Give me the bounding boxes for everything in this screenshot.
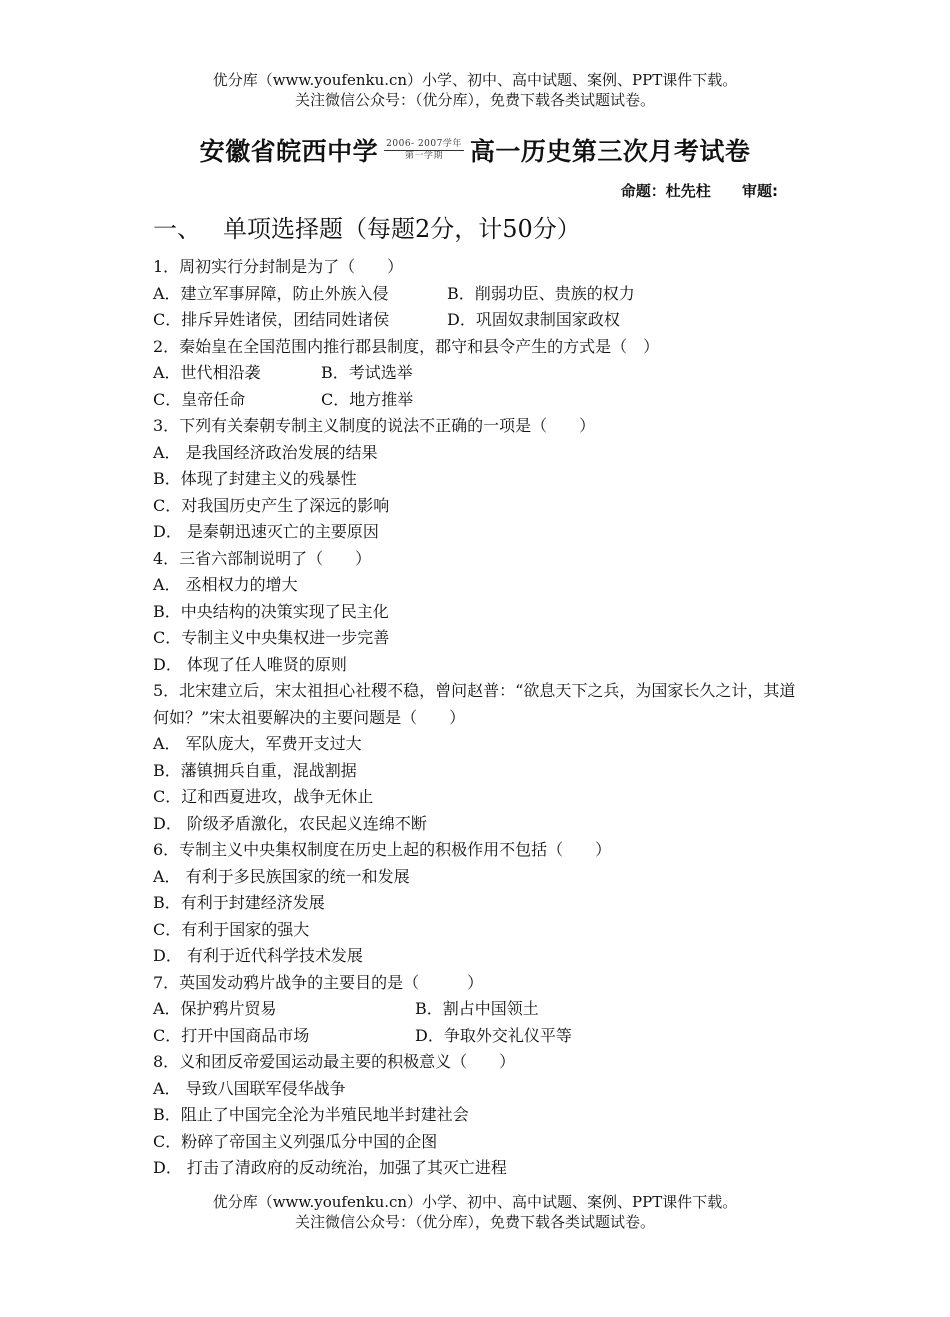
section-number: 一、 [153, 215, 201, 243]
option-row [153, 996, 803, 1023]
answer-option: D． 阶级矛盾激化，农民起义连绵不断 [153, 813, 427, 833]
exam-title [0, 132, 950, 168]
question-stem: 8．义和团反帝爱国运动最主要的积极意义（ ） [153, 1052, 516, 1071]
exam-name: 高一历史第三次月考试卷 [469, 137, 751, 166]
answer-option: D． 有利于近代科学技术发展 [153, 946, 363, 965]
option-row [153, 307, 803, 334]
question-stem: 2．秦始皇在全国范围内推行郡县制度，郡守和县令产生的方式是（ ） [153, 336, 660, 356]
answer-option: A． 导致八国联军侵华战争 [153, 1078, 346, 1098]
option-row [153, 360, 803, 387]
option-row [153, 387, 803, 414]
school-name: 安徽省皖西中学 [199, 137, 379, 166]
question-reviewer: 审题: [742, 182, 778, 200]
answer-option: B．考试选举 [321, 363, 413, 382]
question-stem: 6．专制主义中央集权制度在历史上起的积极作用不包括（ ） [153, 840, 612, 859]
footer-line-2: 关注微信公众号：（优分库），免费下载各类试题试卷。 [294, 1213, 655, 1231]
answer-option: C．专制主义中央集权进一步完善 [153, 628, 390, 647]
header-line-1: 优分库（www.youfenku.cn）小学、初中、高中试题、案例、PPT课件下载。 [212, 71, 738, 89]
question-stem: 5．北宋建立后，宋太祖担心社稷不稳，曾问赵普：“欲息天下之兵，为国家长久之计，其道何如？”宋太祖要解决的主要问题是（ ） [153, 681, 796, 727]
answer-option: B．体现了封建主义的残暴性 [153, 469, 357, 488]
answer-option: C．皇帝任命 [153, 389, 246, 409]
footer-line-1: 优分库（www.youfenku.cn）小学、初中、高中试题、案例、PPT课件下载。 [212, 1193, 738, 1211]
answer-option: C．排斥异姓诸侯，团结同姓诸侯 [153, 310, 390, 329]
answer-option: D．巩固奴隶制国家政权 [447, 310, 620, 329]
answer-option: B．中央结构的决策实现了民主化 [153, 601, 389, 621]
school-year-top: 2006- 2007学年 [386, 138, 462, 149]
question-item [153, 970, 803, 1050]
answer-option: B．有利于封建经济发展 [153, 893, 325, 912]
answer-option: D． 打击了清政府的反动统治，加强了其灭亡进程 [153, 1158, 507, 1177]
header-line-2: 关注微信公众号：（优分库），免费下载各类试题试卷。 [294, 91, 655, 109]
answer-option: C．打开中国商品市场 [153, 1025, 310, 1045]
school-year-bottom: 第一学期 [404, 150, 443, 161]
question-stem: 3．下列有关秦朝专制主义制度的说法不正确的一项是（ ） [153, 416, 596, 435]
answer-option: C．地方推举 [321, 389, 414, 409]
answer-option: A． 有利于多民族国家的统一和发展 [153, 866, 410, 886]
answer-option: B．削弱功臣、贵族的权力 [447, 283, 635, 303]
question-item [153, 1049, 803, 1182]
answer-option: B．阻止了中国完全沦为半殖民地半封建社会 [153, 1105, 469, 1124]
question-item [153, 546, 803, 679]
question-item [153, 413, 803, 546]
answer-option: A．保护鸦片贸易 [153, 999, 277, 1018]
option-row [153, 281, 803, 308]
option-row [153, 1023, 803, 1050]
answer-option: D． 是秦朝迅速灭亡的主要原因 [153, 522, 379, 541]
question-setter: 命题：杜先柱 [620, 182, 711, 200]
answer-option: A． 丞相权力的增大 [153, 575, 298, 594]
question-stem: 4．三省六部制说明了（ ） [153, 548, 372, 568]
answer-option: B．割占中国领土 [415, 999, 539, 1018]
answer-option: A． 是我国经济政治发展的结果 [153, 442, 378, 462]
school-year [384, 139, 464, 162]
author-line [621, 180, 778, 201]
answer-option: C．对我国历史产生了深远的影响 [153, 495, 390, 515]
answer-option: C．有利于国家的强大 [153, 919, 310, 939]
answer-option: A．建立军事屏障，防止外族入侵 [153, 283, 389, 303]
section-heading [153, 212, 581, 246]
answer-option: C．粉碎了帝国主义列强瓜分中国的企图 [153, 1131, 438, 1151]
answer-option: C．辽和西夏进攻，战争无休止 [153, 787, 374, 806]
page-footer-note [0, 1192, 950, 1232]
question-item [153, 678, 803, 837]
question-stem: 1．周初实行分封制是为了（ ） [153, 257, 404, 276]
page-header-note [0, 70, 950, 110]
question-item [153, 837, 803, 970]
section-title: 单项选择题（每题2分，计50分） [223, 215, 581, 243]
question-item [153, 254, 803, 334]
question-item [153, 334, 803, 414]
answer-option: A．世代相沿袭 [153, 363, 261, 382]
question-stem: 7．英国发动鸦片战争的主要目的是（ ） [153, 972, 484, 992]
answer-option: D． 体现了任人唯贤的原则 [153, 654, 347, 674]
answer-option: A． 军队庞大，军费开支过大 [153, 734, 362, 753]
answer-option: D．争取外交礼仪平等 [415, 1025, 572, 1045]
question-list [153, 254, 803, 1182]
answer-option: B．藩镇拥兵自重，混战割据 [153, 760, 357, 780]
